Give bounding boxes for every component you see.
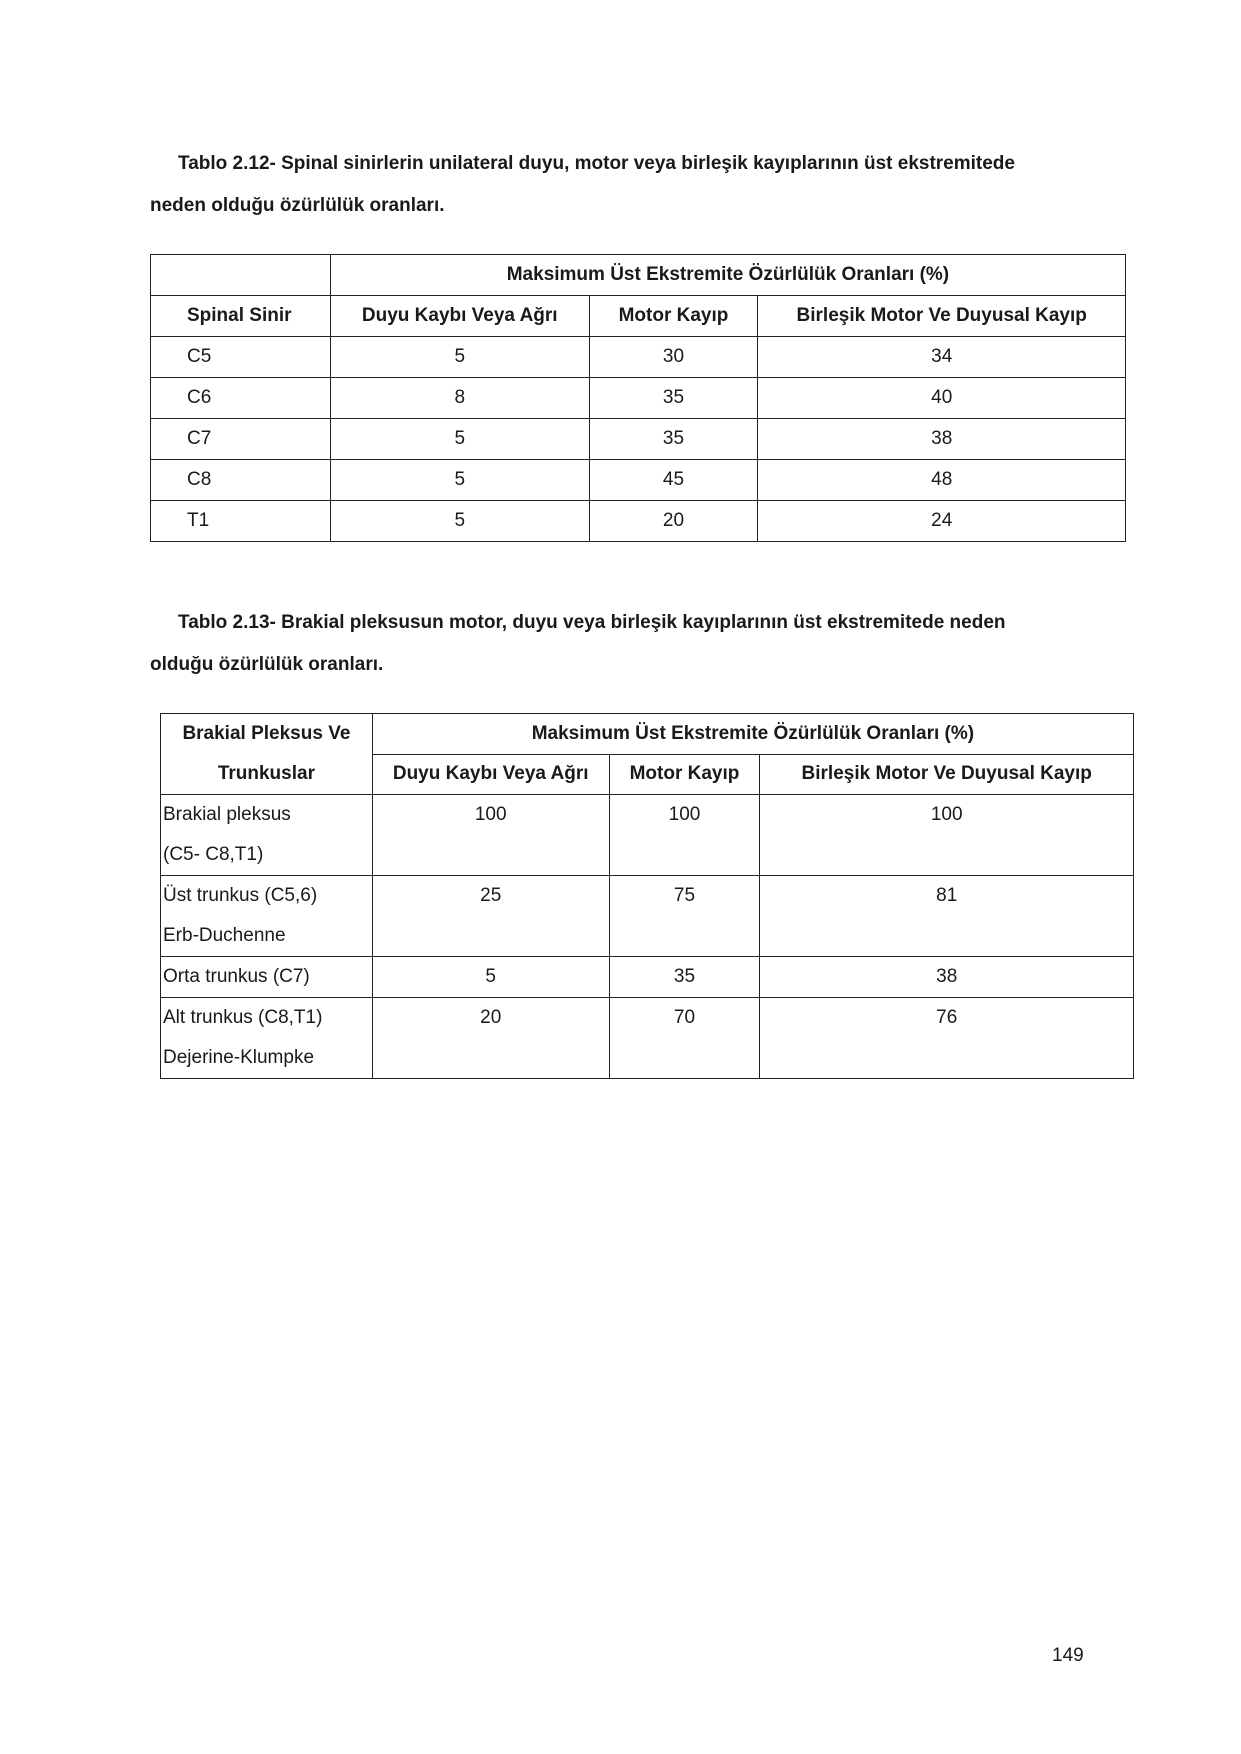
row-label-line: Üst trunkus (C5,6)	[163, 885, 318, 906]
cell-duyu: 5	[372, 957, 609, 998]
cell-birlesik: 40	[758, 378, 1126, 419]
column-header-motor: Motor Kayıp	[589, 296, 758, 337]
row-header-cell	[161, 714, 373, 795]
cell-birlesik: 38	[758, 419, 1126, 460]
cell-birlesik: 48	[758, 460, 1126, 501]
table-row	[151, 460, 1126, 501]
empty-header-cell	[151, 255, 331, 296]
group-header: Maksimum Üst Ekstremite Özürlülük Oranları (%)	[330, 255, 1125, 296]
group-header: Maksimum Üst Ekstremite Özürlülük Oranları (%)	[372, 714, 1133, 755]
column-header-duyu: Duyu Kaybı Veya Ağrı	[330, 296, 589, 337]
caption-line: olduğu özürlülük oranları.	[150, 654, 384, 675]
cell-motor: 70	[609, 998, 760, 1079]
table-row	[151, 501, 1126, 542]
table-row	[151, 337, 1126, 378]
cell-birlesik: 38	[760, 957, 1134, 998]
column-header-spinal-sinir: Spinal Sinir	[151, 296, 331, 337]
cell-duyu: 8	[330, 378, 589, 419]
table-2-12-caption	[150, 143, 1100, 227]
column-header-birlesik: Birleşik Motor Ve Duyusal Kayıp	[758, 296, 1126, 337]
table-row	[161, 876, 1134, 957]
row-label	[161, 795, 373, 876]
cell-duyu: 5	[330, 337, 589, 378]
table-header-row	[161, 714, 1134, 755]
cell-birlesik: 100	[760, 795, 1134, 876]
cell-duyu: 100	[372, 795, 609, 876]
row-label-line: Alt trunkus (C8,T1)	[163, 1007, 323, 1028]
row-label: C6	[151, 378, 331, 419]
cell-motor: 35	[589, 378, 758, 419]
cell-motor: 45	[589, 460, 758, 501]
row-label-line: (C5- C8,T1)	[163, 844, 264, 865]
row-label: C8	[151, 460, 331, 501]
row-label-line: Erb-Duchenne	[163, 925, 286, 946]
table-row	[151, 378, 1126, 419]
spinal-nerve-table	[150, 254, 1126, 542]
cell-birlesik: 24	[758, 501, 1126, 542]
row-label	[161, 876, 373, 957]
table-row	[161, 795, 1134, 876]
column-header-duyu: Duyu Kaybı Veya Ağrı	[372, 754, 609, 795]
table-header-row	[151, 255, 1126, 296]
cell-duyu: 5	[330, 419, 589, 460]
page-number: 149	[1052, 1645, 1084, 1666]
row-header-line: Brakial Pleksus Ve	[182, 723, 351, 744]
table-row	[151, 419, 1126, 460]
cell-duyu: 5	[330, 460, 589, 501]
cell-birlesik: 76	[760, 998, 1134, 1079]
table-row	[161, 998, 1134, 1079]
row-label: T1	[151, 501, 331, 542]
row-label: C7	[151, 419, 331, 460]
cell-motor: 20	[589, 501, 758, 542]
cell-birlesik: 81	[760, 876, 1134, 957]
row-label	[161, 998, 373, 1079]
caption-line: Tablo 2.12- Spinal sinirlerin unilateral duyu, motor veya birleşik kayıplarının üst ekstremitede	[178, 153, 1015, 174]
table-header-row	[151, 296, 1126, 337]
cell-duyu: 25	[372, 876, 609, 957]
cell-duyu: 20	[372, 998, 609, 1079]
cell-motor: 100	[609, 795, 760, 876]
cell-motor: 75	[609, 876, 760, 957]
caption-line: neden olduğu özürlülük oranları.	[150, 195, 445, 216]
column-header-birlesik: Birleşik Motor Ve Duyusal Kayıp	[760, 754, 1134, 795]
row-label: C5	[151, 337, 331, 378]
cell-birlesik: 34	[758, 337, 1126, 378]
table-2-13-caption	[150, 602, 1100, 686]
cell-motor: 35	[609, 957, 760, 998]
table-row	[161, 957, 1134, 998]
row-label	[161, 957, 373, 998]
brachial-plexus-table	[160, 713, 1134, 1079]
row-label-line: Orta trunkus (C7)	[163, 966, 310, 987]
cell-motor: 30	[589, 337, 758, 378]
row-header-line: Trunkuslar	[217, 763, 315, 784]
column-header-motor: Motor Kayıp	[609, 754, 760, 795]
row-label-line: Brakial pleksus	[163, 804, 291, 825]
row-label-line: Dejerine-Klumpke	[163, 1047, 315, 1068]
cell-duyu: 5	[330, 501, 589, 542]
cell-motor: 35	[589, 419, 758, 460]
caption-line: Tablo 2.13- Brakial pleksusun motor, duyu veya birleşik kayıplarının üst ekstremitede neden	[178, 612, 1006, 633]
